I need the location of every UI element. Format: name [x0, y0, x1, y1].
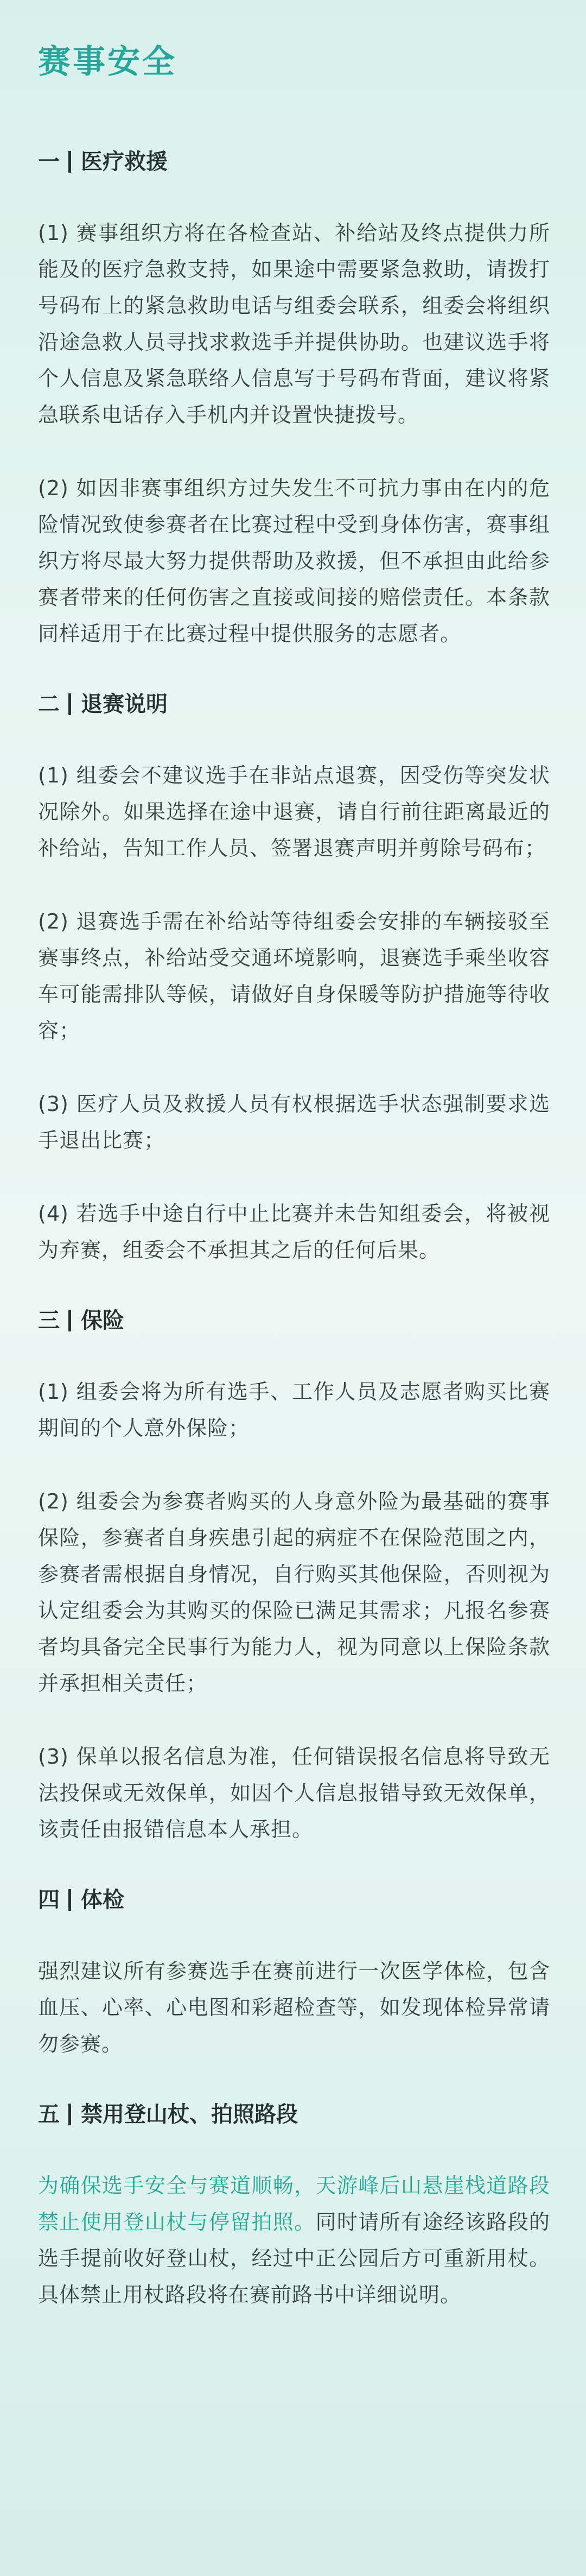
paragraph: 强烈建议所有参赛选手在赛前进行一次医学体检，包含血压、心率、心电图和彩超检查等，如发现体检异常请勿参赛。	[38, 1959, 550, 2056]
section-heading	[38, 147, 550, 177]
paragraph: (2) 组委会为参赛者购买的人身意外险为最基础的赛事保险，参赛者自身疾患引起的病症不在保险范围之内，参赛者需根据自身情况，自行购买其他保险，否则视为认定组委会为其购买的保险已满足其需求；凡报名参赛者均具备完全民事行为能力人，视为同意以上保险条款并承担相关责任；	[38, 1489, 550, 1695]
section-title: 退赛说明	[81, 692, 168, 717]
section-heading	[38, 1885, 550, 1915]
divider-bar	[68, 1310, 71, 1331]
highlight-text: 为确保选手安全与赛道顺畅，天游峰后山悬崖栈道路段禁止使用登山杖与停留拍照。	[38, 2174, 550, 2234]
page-title: 赛事安全	[38, 43, 177, 81]
divider-bar	[68, 2104, 71, 2125]
paragraph-text: 同时请所有途经该路段的选手提前收好登山杖，经过中正公园后方可重新用杖。具体禁止用杖路段将在赛前路书中详细说明。	[38, 2210, 550, 2307]
section-number: 三	[38, 1308, 60, 1333]
paragraph: (3) 医疗人员及救援人员有权根据选手状态强制要求选手退出比赛；	[38, 1092, 550, 1152]
section-insurance	[35, 1305, 550, 1848]
section-withdrawal	[35, 689, 550, 1268]
paragraph: (2) 退赛选手需在补给站等待组委会安排的车辆接驳至赛事终点，补给站受交通环境影响，退赛选手乘坐收容车可能需排队等候，请做好自身保暖等防护措施等待收容；	[38, 910, 550, 1043]
divider-bar	[68, 1889, 71, 1911]
paragraph	[38, 2168, 550, 2313]
section-heading	[38, 2099, 550, 2130]
divider-bar	[68, 151, 71, 173]
section-title: 禁用登山杖、拍照路段	[81, 2102, 298, 2127]
divider-bar	[68, 693, 71, 715]
section-heading	[38, 1305, 550, 1336]
paragraph: (3) 保单以报名信息为准，任何错误报名信息将导致无法投保或无效保单，如因个人信息报错导致无效保单，该责任由报错信息本人承担。	[38, 1745, 550, 1841]
section-title: 医疗救援	[81, 149, 168, 174]
section-title: 保险	[81, 1308, 124, 1333]
paragraph: (1) 组委会将为所有选手、工作人员及志愿者购买比赛期间的个人意外保险；	[38, 1380, 550, 1440]
section-health-check	[35, 1885, 550, 2062]
paragraph: (2) 如因非赛事组织方过失发生不可抗力事由在内的危险情况致使参赛者在比赛过程中受到身体伤害，赛事组织方将尽最大努力提供帮助及救援，但不承担由此给参赛者带来的任何伤害之直接或间接的赔偿责任。本条款同样适用于在比赛过程中提供服务的志愿者。	[38, 476, 550, 646]
section-medical	[35, 147, 550, 652]
section-number: 一	[38, 149, 60, 174]
section-number: 四	[38, 1887, 60, 1912]
paragraph: (1) 组委会不建议选手在非站点退赛，因受伤等突发状况除外。如果选择在途中退赛，请自行前往距离最近的补给站，告知工作人员、签署退赛声明并剪除号码布；	[38, 763, 550, 860]
section-number: 五	[38, 2102, 60, 2127]
section-title: 体检	[81, 1887, 124, 1912]
section-number: 二	[38, 692, 60, 717]
section-heading	[38, 689, 550, 719]
section-restricted-route	[35, 2099, 550, 2313]
paragraph: (1) 赛事组织方将在各检查站、补给站及终点提供力所能及的医疗急救支持，如果途中需要紧急救助，请拨打号码布上的紧急救助电话与组委会联系，组委会将组织沿途急救人员寻找求救选手并提供协助。也建议选手将个人信息及紧急联络人信息写于号码布背面，建议将紧急联系电话存入手机内并设置快捷拨号。	[38, 221, 550, 427]
paragraph: (4) 若选手中途自行中止比赛并未告知组委会，将被视为弃赛，组委会不承担其之后的任何后果。	[38, 1202, 550, 1262]
